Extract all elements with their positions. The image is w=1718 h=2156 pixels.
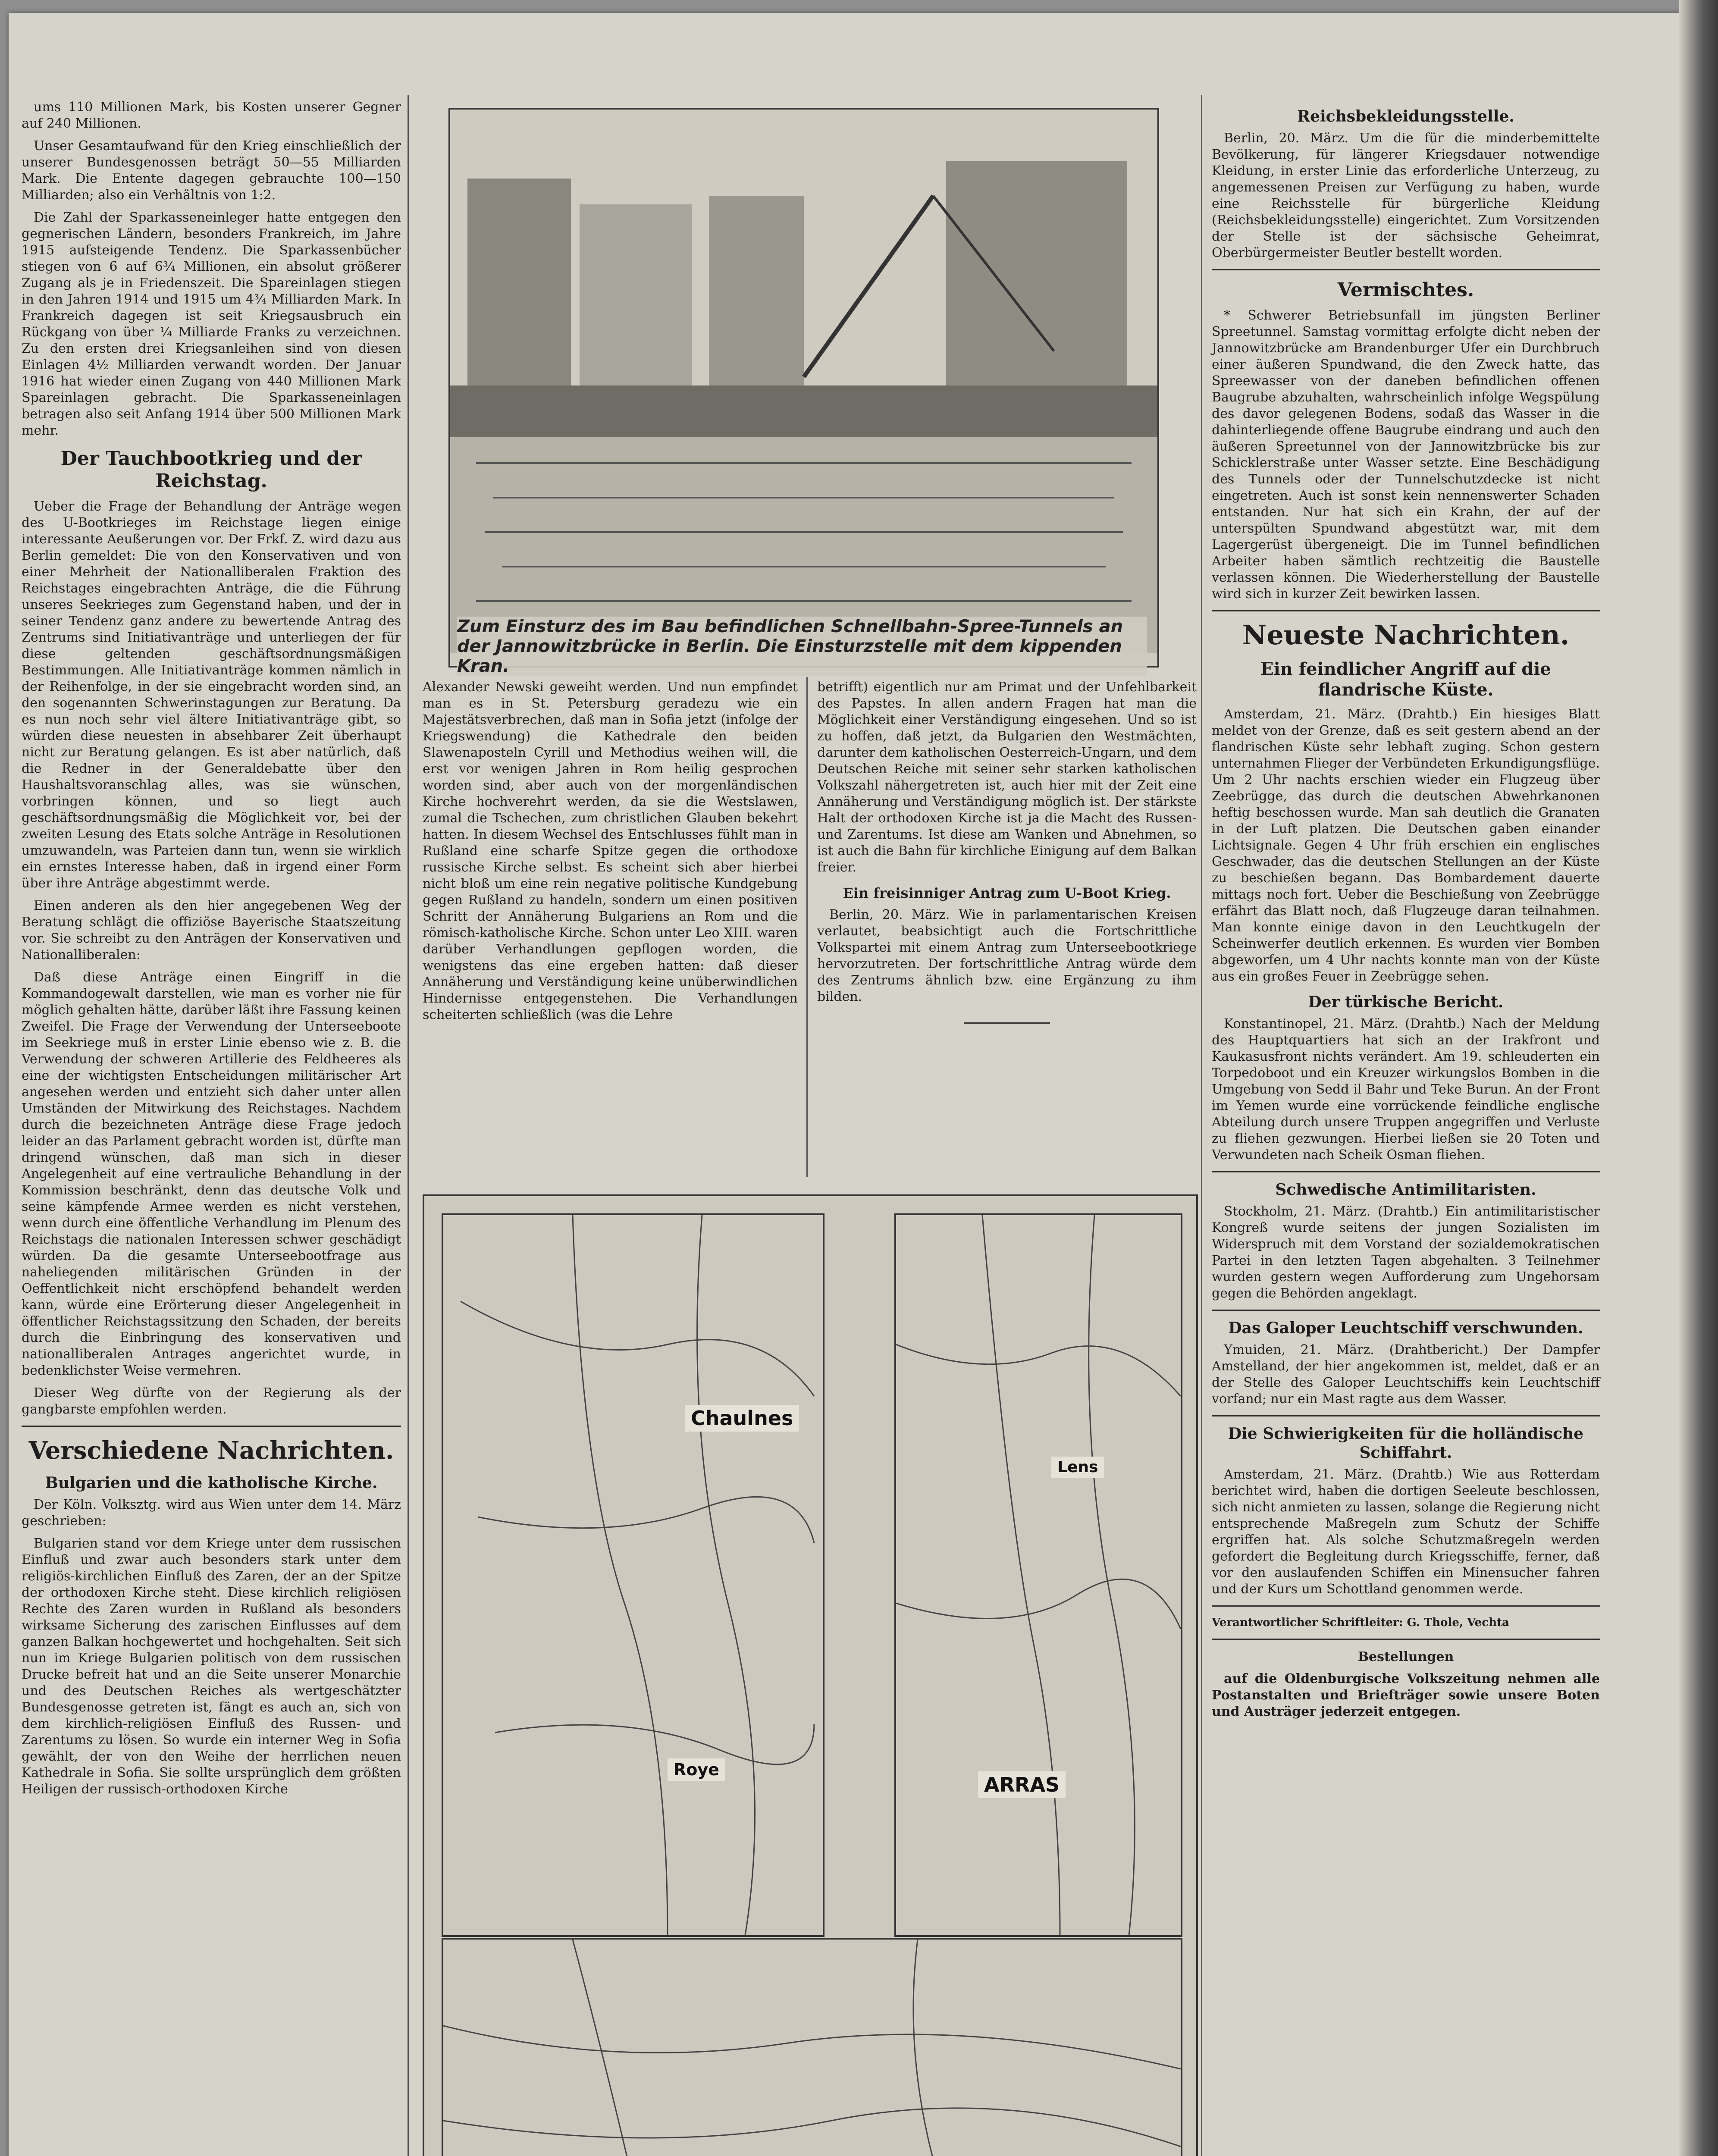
bulgaria-continuation: Alexander Newski geweiht werden. Und nun empfindet man es in St. Petersburg geradezu wie ein Majestätsverbrechen, daß man in Sofia jetzt (infolge der Kriegswendung) die Kathedrale den beiden Slawenaposteln Cyrill und Methodius weihen will, die erst vor wenigen Jahren in Rom heilig gesprochen worden sind, aber auch von der morgenländischen Kirche hochverehrt werden, da sie die Westslawen, zumal die Tschechen, zum christlichen Glauben bekehrt hatten. In diesem Wechsel des Entschlusses fühlt man in Rußland eine scharfe Spitze gegen die orthodoxe russische Kirche selbst. Es scheint sich aber hierbei nicht bloß um eine rein negative politische Kundgebung gegen Rußland zu handeln, sondern um einen positiven Schritt der Annäherung Bulgariens an Rom und die römisch-katholische Kirche. Schon unter Leo XIII. waren darüber Verhandlungen gepflogen worden, die wenigstens das eine ergeben hatten: daß dieser Annäherung und Verständigung keine unüberwindlichen Hindernisse entgegenstehen. Die Verhandlungen scheiterten schließlich (was die Lehre xyxy=(423,680,798,1022)
dutch-text: Amsterdam, 21. März. (Drahtb.) Wie aus Rotterdam berichtet wird, haben die dortigen Seeleute beschlossen, sich nicht anmieten zu lassen, solange die Regierung nicht entsprechende Maßregeln zum Schutz der Schiffe ergriffen hat. Als solche Schutzmaßregeln werden gefordert die Begleitung durch Kriegsschiffe, ferner, daß vor den auslaufenden Schiffen ein Minensucher fahren und der Kurs um Schottland genommen werde. xyxy=(1212,1467,1600,1597)
middle-column-b xyxy=(817,679,1197,1041)
map-lines xyxy=(443,1215,823,1935)
bulgaria-heading: Bulgarien und die katholische Kirche. xyxy=(45,1474,378,1492)
orders-heading: Bestellungen xyxy=(1357,1649,1454,1664)
news-text: Amsterdam, 21. März. (Drahtb.) Ein hiesiges Blatt meldet von der Grenze, daß es seit gestern abend an der flandrischen Küste sehr lebhaft zuging. Schon gestern unternahmen Flieger der Verbündeten Erkundigungsflüge. Um 2 Uhr nachts erschien wieder ein Flugzeug über Zeebrügge, das durch die deutschen Abwehrkanonen heftig beschossen wurde. Man sah deutlich die Granaten in der Luft platzen. Die Deutschen gaben einander Lichtsignale. Gegen 4 Uhr früh erschien ein englisches Geschwader, das die deutschen Stellungen an der Küste zu beschießen begann. Das Bombardement dauerte mittags noch fort. Ueber die Beschießung von Zeebrügge erfährt das Blatt noch, daß Flugzeuge daran teilnahmen. Man konnte einige davon in den Leuchtkugeln der Scheinwerfer deutlich erkennen. Es wurden vier Bomben abgeworfen, um 4 Uhr nachts konnte man von der Küste aus ein großes Feuer in Zeebrügge sehen. xyxy=(1212,707,1600,984)
item1-heading: Reichsbekleidungsstelle. xyxy=(1297,107,1514,125)
map-lines xyxy=(896,1215,1181,1935)
item2-text: * Schwerer Betriebsunfall im jüngsten Berliner Spreetunnel. Samstag vormittag erfolgte dicht neben der Jannowitzbrücke am Brandenburger Ufer ein Durchbruch einer äußeren Spundwand, die den Zweck hatte, das Spreewasser von der daneben befindlichen offenen Baugrube abzuhalten, wahrscheinlich infolge Wegspülung des davor gelegenen Bodens, sodaß das Wasser in die dahinterliegende offene Baugrube eindrang und auch den äußeren Spreetunnel von der Jannowitzbrücke bis zur Schicklerstraße unter Wasser setzte. Eine Beschädigung des Tunnels oder der Tunnelschutzdecke ist nicht eingetreten. Auch ist sonst kein nennenswerter Schaden entstanden. Nur hat sich ein Krahn, der auf der unterspülten Spundwand abgestützt war, mit dem Lagergerüst übergeneigt. Die im Tunnel befindlichen Arbeiter haben sämtlich rechtzeitig die Baustelle verlassen können. Die Wiederherstellung der Baustelle wird sich in kurzer Zeit bewirken lassen. xyxy=(1212,308,1600,602)
intro-paragraph-2: Unser Gesamtaufwand für den Krieg einschließlich der unserer Bundesgenossen beträgt 50—55 Milliarden Mark. Die Entente dagegen gebrauchte 100—150 Milliarden; also ein Verhältnis von 1:2. xyxy=(22,138,401,203)
bulgaria-conclusion: betrifft) eigentlich nur am Primat und der Unfehlbarkeit des Papstes. In allen andern Fragen hat man die Möglichkeit einer Verständigung eingesehen. Und so ist zu hoffen, daß jetzt, da Bulgarien den Westmächten, darunter dem katholischen Oesterreich-Ungarn, und dem Deutschen Reiche mit seiner sehr starken katholischen Volkszahl nähergetreten ist, auch hier mit der Zeit eine Annäherung und Verständigung möglich ist. Der stärkste Halt der orthodoxen Kirche ist ja die Macht des Russen- und Zarentums. Ist diese am Wanken und Abnehmen, so ist auch die Bahn für kirchliche Einigung auf dem Balkan freier. xyxy=(817,680,1197,875)
divider xyxy=(22,1426,401,1427)
divider xyxy=(1212,1171,1600,1172)
map-chaulnes-roye xyxy=(442,1213,825,1937)
freisinnig-heading: Ein freisinniger Antrag zum U-Boot Krieg. xyxy=(843,885,1171,901)
swe-text: Stockholm, 21. März. (Drahtb.) Ein antimilitaristischer Kongreß wurde seitens der jungen Sozialisten im Widerspruch mit dem Vorstand der sozialdemokratischen Partei in den letzten Tagen abgehalten. 3 Teilnehmer wurden gestern wegen Aufforderung zum Ungehorsam gegen die Behörden angeklagt. xyxy=(1212,1204,1600,1301)
right-column xyxy=(1212,99,1600,1726)
column-divider xyxy=(1201,95,1202,2156)
turk-heading: Der türkische Bericht. xyxy=(1308,993,1504,1011)
item2-heading: Vermischtes. xyxy=(1337,279,1474,301)
swe-heading: Schwedische Antimilitaristen. xyxy=(1275,1181,1536,1199)
intro-paragraph-3: Die Zahl der Sparkasseneinleger hatte entgegen den gegnerischen Ländern, besonders Frankreich, im Jahre 1915 aufsteigende Tendenz. Die Sparkassenbücher stiegen von 6 auf 6¾ Millionen, ein absolut größerer Zugang als je in Friedenszeit. Die Spareinlagen stiegen in den Jahren 1914 und 1915 um 4¾ Milliarden Mark. In Frankreich dagegen ist seit Kriegsausbruch ein Rückgang von über ¼ Milliarde Franks zu verzeichnen. Zu den ersten drei Kriegsanleihen sind von diesen Einlagen 4½ Milliarden verwandt worden. Der Januar 1916 hat wieder einen Zugang von 440 Millionen Mark Spareinlagen gebracht. Die Sparkasseneinlagen betragen also seit Anfang 1914 über 500 Millionen Mark mehr. xyxy=(22,210,401,438)
news-heading: Neueste Nachrichten. xyxy=(1242,619,1570,651)
galop-text: Ymuiden, 21. März. (Drahtbericht.) Der Dampfer Amstelland, der hier angekommen ist, meldet, daß er an der Stelle des Galoper Leuchtschiffs kein Leuchtschiff vorfand; nur ein Mast ragte aus dem Wasser. xyxy=(1212,1342,1600,1407)
divider xyxy=(1212,610,1600,611)
divider xyxy=(1212,1605,1600,1607)
map-arras-lens xyxy=(894,1213,1182,1937)
divider xyxy=(1212,1310,1600,1311)
uboat-paragraph-3: Daß diese Anträge einen Eingriff in die Kommandogewalt darstellen, wie man es vorher nie für möglich gehalten hätte, darüber läßt ihre Fassung keinen Zweifel. Die Frage der Verwendung der Unterseeboote im Seekriege muß in erster Linie ebenso wie z. B. die Verwendung der schweren Artillerie des Feldheeres als eine der wichtigsten Entscheidungen militärischer Art angesehen werden und entzieht sich daher unter allen Umständen der Mitwirkung des Reichstages. Nachdem durch die bezeichneten Anträge diese Frage jedoch leider an das Parlament gebracht worden ist, dürfte man dringend wünschen, daß man sich in dieser Angelegenheit auf eine vertrauliche Behandlung in der Kommission beschränkt, denn das deutsche Volk und seine kämpfende Armee werden es nicht verstehen, wenn durch eine öffentliche Verhandlung im Plenum des Reichstags die nationalen Interessen schwer geschädigt würden. Da die gesamte Unterseebootfrage aus naheliegenden militärischen Gründen in der Oeffentlichkeit nicht erschöpfend behandelt werden kann, würde eine Erörterung dieser Angelegenheit in öffentlicher Reichstagssitzung den Schaden, der bereits durch die Einbringung des konservativen und nationalliberalen Antrages angerichtet wurde, in bedenklichster Weise vermehren. xyxy=(22,970,401,1378)
map-lines xyxy=(443,1940,1181,2156)
uboat-paragraph-2: Einen anderen als den hier angegebenen Weg der Beratung schlägt die offiziöse Bayerische Staatszeitung vor. Sie schreibt zu den Anträgen der Konservativen und Nationalliberalen: xyxy=(22,898,401,962)
map-bottom xyxy=(442,1938,1182,2156)
front-maps-panel xyxy=(423,1194,1198,2156)
galop-heading: Das Galoper Leuchtschiff verschwunden. xyxy=(1228,1319,1583,1337)
map-label-roye: Roye xyxy=(668,1758,725,1781)
news-subheading: Ein feindlicher Angriff auf die flandrische Küste. xyxy=(1260,659,1551,700)
editor-line: Verantwortlicher Schriftleiter: G. Thole, Vechta xyxy=(1212,1616,1509,1629)
divider xyxy=(964,1022,1050,1024)
divider xyxy=(1212,269,1600,270)
section-heading: Verschiedene Nachrichten. xyxy=(28,1436,394,1465)
freisinnig-text: Berlin, 20. März. Wie in parlamentarischen Kreisen verlautet, beabsichtigt auch die Fortschrittliche Volkspartei mit einem Antrag zum Unterseebootkriege hervorzutreten. Der fortschrittliche Antrag würde dem des Zentrums ähnlich bzw. eine Ergänzung zu ihm bilden. xyxy=(817,907,1197,1004)
intro-paragraph-1: ums 110 Millionen Mark, bis Kosten unserer Gegner auf 240 Millionen. xyxy=(22,100,401,131)
tunnel-collapse-photo xyxy=(448,108,1159,667)
orders-text: auf die Oldenburgische Volkszeitung nehmen alle Postanstalten und Briefträger sowie unsere Boten und Austräger jederzeit entgegen. xyxy=(1212,1671,1600,1719)
uboat-heading: Der Tauchbootkrieg und der Reichstag. xyxy=(60,448,362,492)
map-label-chaulnes: Chaulnes xyxy=(685,1405,799,1432)
divider xyxy=(1212,1415,1600,1416)
uboat-paragraph-1: Ueber die Frage der Behandlung der Anträge wegen des U-Bootkrieges im Reichstage liegen einige interessante Aeußerungen vor. Der Frkf. Z. wird dazu aus Berlin gemeldet: Die von den Konservativen und von einer Mehrheit der Nationalliberalen Fraktion des Reichstages eingebrachten Anträge, die die Führung unseres Seekrieges zum Gegenstand haben, und der in seiner Tendenz ganz andere zu bewertende Antrag des Zentrums sind Initiativanträge und unterliegen der für diese geltenden geschäftsordnungsmäßigen Bestimmungen. Alle Initiativanträge kommen nämlich in der Reihenfolge, in der sie eingebracht worden sind, an den sogenannten Schwerinstagungen zur Beratung. Da es nun noch sehr viel ältere Initiativanträge gibt, so würden diese neuesten in absehbarer Zeit überhaupt nicht zur Beratung gelangen. Es ist aber natürlich, daß die Redner in der Generaldebatte über den Haushaltsvoranschlag alles, was sie wünschen, vorbringen können, und so liegt auch geschäftsordnungsmäßig die Möglichkeit vor, bei der zweiten Lesung des Etats solche Anträge in Resolutionen umzuwandeln, was Parteien dann tun, wenn sie wirklich ein ernstes Interesse haben, daß in irgend einer Form über ihre Anträge abgestimmt werde. xyxy=(22,499,401,891)
map-label-arras: ARRAS xyxy=(978,1771,1066,1798)
bulgaria-paragraph-1: Der Köln. Volksztg. wird aus Wien unter dem 14. März geschrieben: xyxy=(22,1497,401,1529)
tunnel-illustration xyxy=(450,110,1157,666)
newspaper-page xyxy=(9,13,1682,2156)
divider xyxy=(1212,1639,1600,1640)
map-label-lens: Lens xyxy=(1051,1457,1104,1478)
item1-text: Berlin, 20. März. Um die für die minderbemittelte Bevölkerung, für längerer Kriegsdauer notwendige Kleidung, in erster Linie das erforderliche Unterzeug, zu angemessenen Preisen zur Verfügung zu haben, wurde eine Reichsstelle für bürgerliche Kleidung (Reichsbekleidungsstelle) eingerichtet. Zum Vorsitzenden der Stelle ist der sächsische Geheimrat, Oberbürgermeister Beutler bestellt worden. xyxy=(1212,131,1600,260)
dutch-heading: Die Schwierigkeiten für die holländische Schiffahrt. xyxy=(1228,1425,1584,1462)
left-column xyxy=(22,99,401,1804)
photo-caption: Zum Einsturz des im Bau befindlichen Schnellbahn-Spree-Tunnels an der Jannowitzbrücke in Berlin. Die Einsturzstelle mit dem kippenden Kran. xyxy=(457,617,1147,676)
turk-text: Konstantinopel, 21. März. (Drahtb.) Nach der Meldung des Hauptquartiers hat sich an der Irakfront und Kaukasusfront nichts verändert. Am 19. schleuderten ein Torpedoboot und ein Kreuzer wirkungslos Bomben in die Umgebung von Sedd il Bahr und Teke Burun. An der Front im Yemen wurde eine vorrückende feindliche englische Abteilung durch unsere Truppen angegriffen und Verluste zu fliehen gezwungen. Hierbei ließen sie 20 Toten und Verwundeten nach Scheik Osman fliehen. xyxy=(1212,1016,1600,1163)
uboat-paragraph-4: Dieser Weg dürfte von der Regierung als der gangbarste empfohlen werden. xyxy=(22,1385,401,1417)
scan-edge xyxy=(1679,0,1718,2156)
column-divider xyxy=(806,677,808,1177)
middle-column-a xyxy=(423,679,798,1029)
bulgaria-paragraph-2: Bulgarien stand vor dem Kriege unter dem russischen Einfluß und zwar auch besonders stark unter dem religiös-kirchlichen Einfluß des Zaren, der an der Spitze der orthodoxen Kirche steht. Diese kirchlich religiösen Rechte des Zaren wurden in Rußland als besonders wirksame Sicherung des zarischen Einflusses auf dem ganzen Balkan hochgewertet und hochgehalten. Seit sich nun im Kriege Bulgarien politisch von dem russischen Drucke befreit hat und an die Seite unserer Monarchie und des Deutschen Reiches als wertgeschätzter Bundesgenosse getreten ist, fängt es auch an, sich von dem kirchlich-religiösen Einfluß des Russen- und Zarentums zu lösen. So wurde ein interner Weg in Sofia gewählt, der von den Weihe der herrlichen neuen Kathedrale in Sofia. Sie sollte ursprünglich dem größten Heiligen der russisch-orthodoxen Kirche xyxy=(22,1536,401,1797)
column-divider xyxy=(408,95,409,2156)
